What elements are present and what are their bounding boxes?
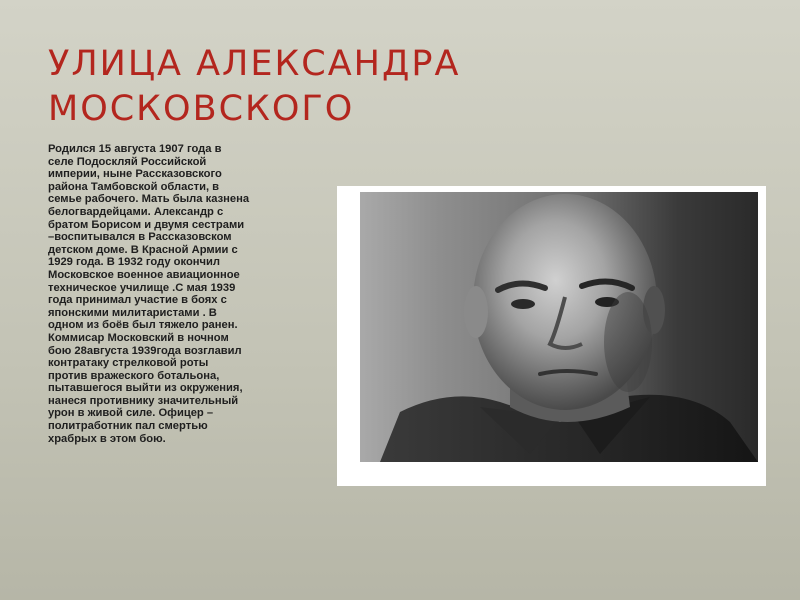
biography-line: Коммисар Московский в ночном <box>48 331 229 344</box>
photo-frame <box>337 186 766 486</box>
biography-text <box>48 143 300 445</box>
biography-line: братом Борисом и двумя сестрами <box>48 218 245 231</box>
biography-line: детском доме. В Красной Армии с <box>48 243 238 256</box>
portrait-illustration <box>360 192 758 462</box>
biography-line: пытавшегося выйти из окружения, <box>48 382 243 395</box>
biography-line: нанеся противнику значительный <box>48 394 239 407</box>
biography-line: селе Подоскляй Российской <box>48 155 207 168</box>
biography-line: бою 28августа 1939года возглавил <box>48 344 242 357</box>
biography-line: –воспитывался в Рассказовском <box>48 231 232 244</box>
biography-line: техническое училище .С мая 1939 <box>48 281 236 294</box>
portrait-photo <box>360 192 758 462</box>
biography-line: года принимал участие в боях с <box>48 294 227 307</box>
biography-line: политработник пал смертью <box>48 420 208 433</box>
biography-line: белогвардейцами. Александр с <box>48 205 224 218</box>
biography-line: храбрых в этом бою. <box>48 432 166 445</box>
biography-line: Родился 15 августа 1907 года в <box>48 143 222 155</box>
title-line-2: МОСКОВСКОГО <box>48 89 355 129</box>
biography-line: против вражеского ботальона, <box>48 369 220 382</box>
biography-line: 1929 года. В 1932 году окончил <box>48 256 221 269</box>
biography-line: семье рабочего. Мать была казнена <box>48 193 250 206</box>
biography-line: империи, ныне Рассказовского <box>48 168 222 181</box>
biography-line: района Тамбовской области, в <box>48 180 220 193</box>
biography-line: контратаку стрелковой роты <box>48 357 209 370</box>
title-line-1: УЛИЦА АЛЕКСАНДРА <box>48 44 461 84</box>
biography-line: урон в живой силе. Офицер – <box>48 407 214 420</box>
biography-line: одном из боёв был тяжело ранен. <box>48 319 238 332</box>
biography-line: Московское военное авиационное <box>48 268 240 281</box>
biography-line: японскими милитаристами . В <box>48 306 217 319</box>
slide-title <box>48 42 608 132</box>
